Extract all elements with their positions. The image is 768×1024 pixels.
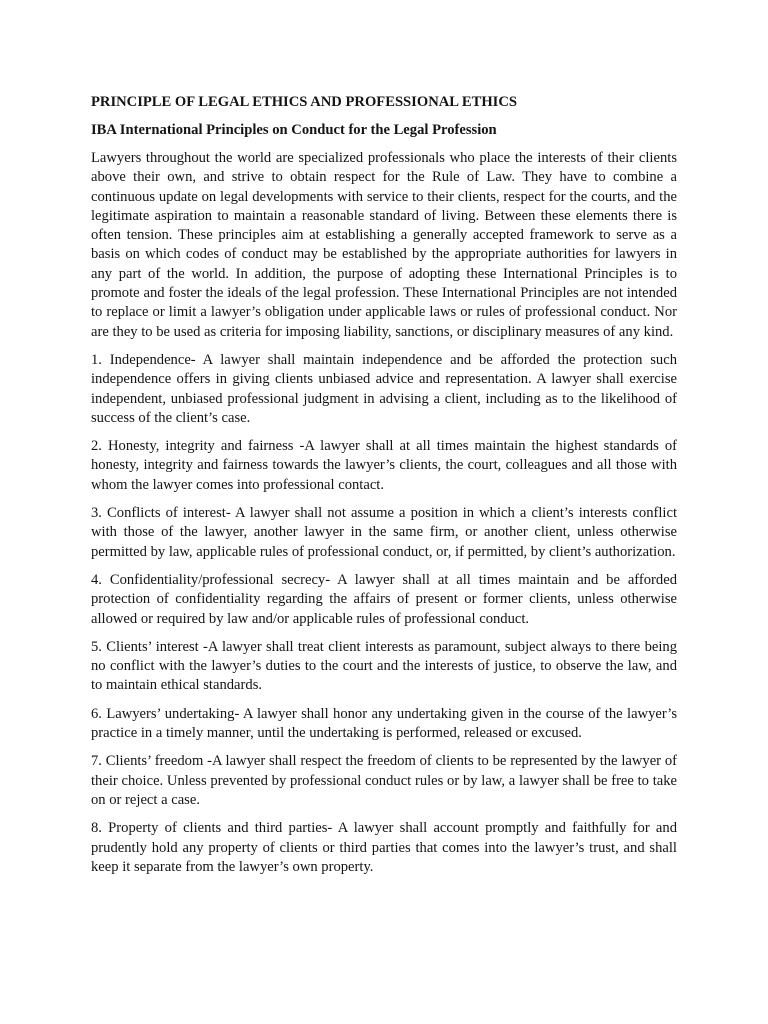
principle-conflicts-of-interest: 3. Conflicts of interest- A lawyer shall not assume a position in which a client’s interests conflict with those of the lawyer, another lawyer in the same firm, or another client, unless otherwise permitted by law, applicable rules of professional conduct, or, if permitted, by client’s authorization. bbox=[91, 505, 677, 560]
principle-confidentiality: 4. Confidentiality/professional secrecy- A lawyer shall at all times maintain and be afforded protection of confidentiality regarding the affairs of present or former clients, unless otherwise allowed or required by law and/or applicable rules of professional conduct. bbox=[91, 571, 677, 627]
intro-paragraph: Lawyers throughout the world are specialized professionals who place the interests of their clients above their own, and strive to obtain respect for the Rule of Law. They have to combine a continuous update on legal developments with service to their clients, respect for the courts, and the legitimate aspiration to maintain a reasonable standard of living. Between these elements there is often tension. These principles aim at establishing a generally accepted framework to serve as a basis on which codes of conduct may be established by the appropriate authorities for lawyers in any part of the world. In addition, the purpose of adopting these International Principles is to promote and foster the ideals of the legal profession. These International Principles are not intended to replace or limit a lawyer’s obligation under applicable laws or rules of professional conduct. Nor are they to be used as criteria for imposing liability, sanctions, or disciplinary measures of any kind. bbox=[91, 150, 677, 340]
principle-clients-freedom: 7. Clients’ freedom -A lawyer shall respect the freedom of clients to be represented by the lawyer of their choice. Unless prevented by professional conduct rules or by law, a lawyer shall be free to take on or reject a case. bbox=[91, 753, 677, 808]
principle-honesty-integrity-fairness: 2. Honesty, integrity and fairness -A lawyer shall at all times maintain the highest standards of honesty, integrity and fairness towards the lawyer’s clients, the court, colleagues and all those with whom the lawyer comes into professional contact. bbox=[91, 438, 677, 493]
principle-lawyers-undertaking: 6. Lawyers’ undertaking- A lawyer shall honor any undertaking given in the course of the lawyer’s practice in a timely manner, until the undertaking is performed, released or excused. bbox=[91, 705, 677, 742]
document-body bbox=[91, 92, 677, 877]
principle-clients-interest: 5. Clients’ interest -A lawyer shall treat client interests as paramount, subject always to there being no conflict with the lawyer’s duties to the court and the interests of justice, to observe the law, and to maintain ethical standards. bbox=[91, 638, 677, 694]
principle-property-of-clients: 8. Property of clients and third parties- A lawyer shall account promptly and faithfully for and prudently hold any property of clients or third parties that comes into the lawyer’s trust, and shall keep it separate from the lawyer’s own property. bbox=[91, 820, 677, 875]
document-subtitle: IBA International Principles on Conduct for the Legal Profession bbox=[91, 122, 497, 138]
document-title: PRINCIPLE OF LEGAL ETHICS AND PROFESSIONAL ETHICS bbox=[91, 94, 518, 110]
principle-independence: 1. Independence- A lawyer shall maintain independence and be afforded the protection such independence offers in giving clients unbiased advice and representation. A lawyer shall exercise independent, unbiased professional judgment in advising a client, including as to the likelihood of success of the client’s case. bbox=[91, 351, 677, 426]
